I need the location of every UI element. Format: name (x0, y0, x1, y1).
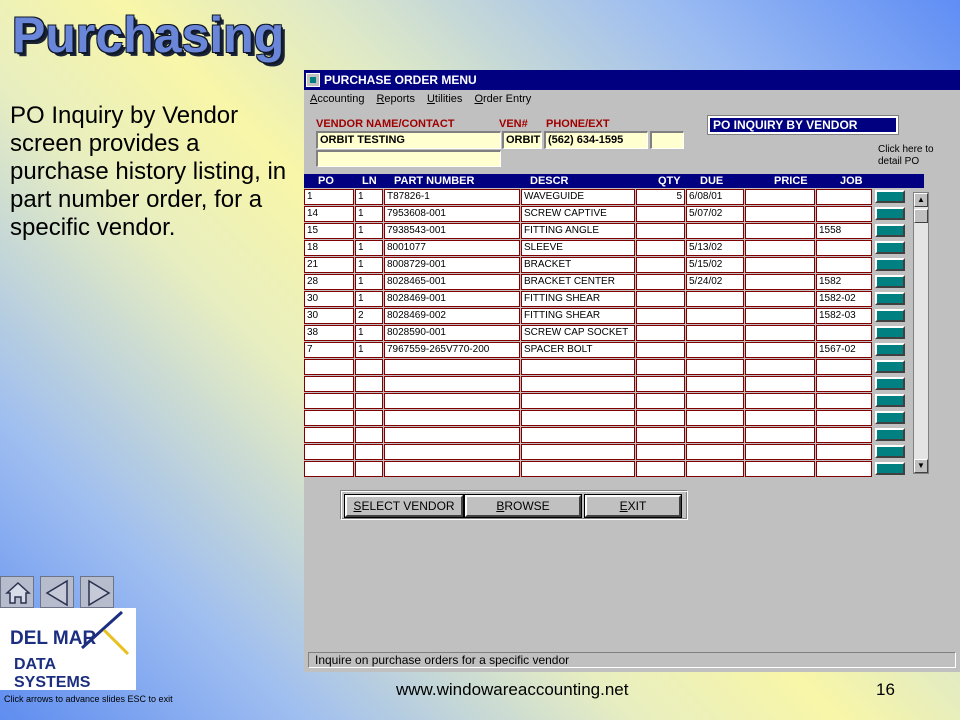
cell-ln[interactable]: 1 (355, 325, 383, 341)
cell-po[interactable]: 18 (304, 240, 354, 256)
cell-job[interactable] (816, 376, 872, 392)
cell-qty[interactable] (636, 257, 685, 273)
cell-job[interactable] (816, 240, 872, 256)
action-button-bar (340, 490, 688, 520)
select-vendor-button[interactable]: SELECT VENDOR (345, 495, 463, 517)
row-detail-button[interactable] (875, 343, 905, 356)
scroll-up-icon[interactable]: ▲ (914, 193, 928, 207)
col-qty: QTY (658, 175, 681, 187)
cell-part-number[interactable]: 7938543-001 (384, 223, 520, 239)
cell-part-number[interactable] (384, 410, 520, 426)
cell-descr[interactable]: BRACKET (521, 257, 635, 273)
cell-descr[interactable]: SCREW CAPTIVE (521, 206, 635, 222)
cell-po[interactable]: 30 (304, 291, 354, 307)
cell-due[interactable] (686, 308, 744, 324)
cell-po[interactable]: 15 (304, 223, 354, 239)
row-detail-button[interactable] (875, 445, 905, 458)
cell-due[interactable] (686, 410, 744, 426)
cell-due[interactable] (686, 444, 744, 460)
arrow-left-icon (41, 577, 75, 609)
cell-part-number[interactable] (384, 461, 520, 477)
cell-due[interactable] (686, 461, 744, 477)
next-slide-button[interactable] (80, 576, 114, 608)
cell-qty[interactable] (636, 444, 685, 460)
cell-part-number[interactable]: 8028590-001 (384, 325, 520, 341)
cell-descr[interactable] (521, 393, 635, 409)
status-bar: Inquire on purchase orders for a specific vendor (308, 652, 956, 668)
cell-due[interactable]: 5/24/02 (686, 274, 744, 290)
cell-qty[interactable]: 5 (636, 189, 685, 205)
cell-ln[interactable]: 1 (355, 257, 383, 273)
ven-number-label: VEN# (499, 118, 528, 130)
cell-descr[interactable] (521, 444, 635, 460)
cell-price[interactable] (745, 308, 815, 324)
cell-po[interactable]: 14 (304, 206, 354, 222)
cell-part-number[interactable] (384, 427, 520, 443)
col-ln: LN (362, 175, 377, 187)
cell-price[interactable] (745, 240, 815, 256)
cell-due[interactable] (686, 427, 744, 443)
cell-qty[interactable] (636, 291, 685, 307)
cell-po[interactable]: 30 (304, 308, 354, 324)
row-detail-button[interactable] (875, 207, 905, 220)
vendor-name-field[interactable]: ORBIT TESTING (316, 131, 501, 149)
cell-price[interactable] (745, 461, 815, 477)
menu-bar (304, 90, 960, 108)
cell-due[interactable] (686, 223, 744, 239)
cell-job[interactable]: 1582-03 (816, 308, 872, 324)
logo-line-1: DEL MAR (10, 628, 97, 649)
cell-qty[interactable] (636, 393, 685, 409)
cell-descr[interactable]: WAVEGUIDE (521, 189, 635, 205)
cell-job[interactable] (816, 359, 872, 375)
slide-description: PO Inquiry by Vendor screen provides a purchase history listing, in part number order, for a specific vendor. (10, 102, 287, 241)
cell-po[interactable]: 21 (304, 257, 354, 273)
cell-job[interactable] (816, 461, 872, 477)
grid-header (304, 174, 924, 188)
cell-price[interactable] (745, 410, 815, 426)
cell-qty[interactable] (636, 274, 685, 290)
window-title: PURCHASE ORDER MENU (324, 73, 477, 87)
cell-price[interactable] (745, 274, 815, 290)
cell-descr[interactable] (521, 427, 635, 443)
row-detail-button[interactable] (875, 377, 905, 390)
logo-line-2: DATA SYSTEMS (14, 656, 91, 691)
cell-job[interactable] (816, 189, 872, 205)
cell-part-number[interactable]: 7967559-265V770-200 (384, 342, 520, 358)
cell-job[interactable]: 1582-02 (816, 291, 872, 307)
cell-descr[interactable]: SLEEVE (521, 240, 635, 256)
cell-po[interactable] (304, 444, 354, 460)
cell-po[interactable] (304, 359, 354, 375)
cell-po[interactable] (304, 393, 354, 409)
cell-job[interactable] (816, 257, 872, 273)
cell-part-number[interactable]: T87826-1 (384, 189, 520, 205)
cell-qty[interactable] (636, 359, 685, 375)
cell-price[interactable] (745, 223, 815, 239)
cell-price[interactable] (745, 325, 815, 341)
col-job: JOB (840, 175, 863, 187)
cell-qty[interactable] (636, 240, 685, 256)
row-detail-button[interactable] (875, 292, 905, 305)
cell-ln[interactable]: 1 (355, 223, 383, 239)
cell-ln[interactable]: 2 (355, 308, 383, 324)
vendor-name-label: VENDOR NAME/CONTACT (316, 118, 455, 130)
cell-ln[interactable]: 1 (355, 189, 383, 205)
cell-price[interactable] (745, 376, 815, 392)
cell-price[interactable] (745, 427, 815, 443)
cell-price[interactable] (745, 206, 815, 222)
cell-job[interactable]: 1567-02 (816, 342, 872, 358)
detail-po-hint: Click here to detail PO (878, 144, 934, 167)
cell-job[interactable] (816, 393, 872, 409)
cell-qty[interactable] (636, 342, 685, 358)
menu-accounting[interactable]: Accounting (310, 93, 365, 105)
cell-descr[interactable]: FITTING SHEAR (521, 291, 635, 307)
col-due: DUE (700, 175, 724, 187)
cell-price[interactable] (745, 257, 815, 273)
cell-part-number[interactable]: 8028465-001 (384, 274, 520, 290)
app-system-icon[interactable] (306, 73, 320, 87)
col-descr: DESCR (530, 175, 569, 187)
menu-utilities[interactable]: Utilities (426, 93, 463, 105)
cell-qty[interactable] (636, 410, 685, 426)
cell-price[interactable] (745, 393, 815, 409)
cell-po[interactable]: 1 (304, 189, 354, 205)
cell-po[interactable] (304, 376, 354, 392)
cell-ln[interactable] (355, 359, 383, 375)
cell-descr[interactable] (521, 461, 635, 477)
footer-note: Click arrows to advance slides ESC to exit (4, 694, 173, 704)
cell-ln[interactable]: 1 (355, 342, 383, 358)
cell-job[interactable] (816, 427, 872, 443)
cell-part-number[interactable]: 8028469-002 (384, 308, 520, 324)
home-icon (1, 577, 35, 609)
row-detail-button[interactable] (875, 326, 905, 339)
window-titlebar (304, 70, 960, 90)
scroll-down-icon[interactable]: ▼ (914, 459, 928, 473)
cell-ln[interactable] (355, 376, 383, 392)
row-detail-button[interactable] (875, 224, 905, 237)
vendor-number-field[interactable]: ORBIT (502, 131, 542, 149)
cell-ln[interactable] (355, 410, 383, 426)
arrow-right-icon (81, 577, 115, 609)
home-nav-button[interactable] (0, 576, 34, 608)
cell-po[interactable]: 7 (304, 342, 354, 358)
cell-due[interactable] (686, 291, 744, 307)
cell-qty[interactable] (636, 376, 685, 392)
cell-ln[interactable]: 1 (355, 240, 383, 256)
screen-title-badge: PO INQUIRY BY VENDOR (708, 116, 898, 134)
cell-part-number[interactable] (384, 376, 520, 392)
cell-job[interactable] (816, 410, 872, 426)
cell-price[interactable] (745, 444, 815, 460)
row-detail-button[interactable] (875, 411, 905, 424)
cell-due[interactable] (686, 325, 744, 341)
row-detail-button[interactable] (875, 241, 905, 254)
company-logo (0, 608, 136, 690)
cell-descr[interactable]: SCREW CAP SOCKET (521, 325, 635, 341)
cell-job[interactable]: 1558 (816, 223, 872, 239)
cell-po[interactable] (304, 427, 354, 443)
cell-descr[interactable]: SPACER BOLT (521, 342, 635, 358)
row-detail-button[interactable] (875, 190, 905, 203)
purchase-order-window (304, 70, 960, 672)
cell-due[interactable] (686, 393, 744, 409)
cell-part-number[interactable] (384, 444, 520, 460)
cell-po[interactable] (304, 410, 354, 426)
cell-job[interactable]: 1582 (816, 274, 872, 290)
col-po: PO (318, 175, 334, 187)
cell-price[interactable] (745, 359, 815, 375)
cell-po[interactable] (304, 461, 354, 477)
cell-ln[interactable]: 1 (355, 274, 383, 290)
row-detail-button[interactable] (875, 428, 905, 441)
cell-qty[interactable] (636, 206, 685, 222)
cell-qty[interactable] (636, 461, 685, 477)
footer-url: www.windowareaccounting.net (396, 680, 629, 699)
cell-descr[interactable] (521, 359, 635, 375)
phone-field[interactable]: (562) 634-1595 (544, 131, 648, 149)
menu-reports[interactable]: Reports (376, 93, 415, 105)
cell-part-number[interactable] (384, 359, 520, 375)
cell-qty[interactable] (636, 223, 685, 239)
phone-ext-field[interactable] (650, 131, 684, 149)
row-detail-button[interactable] (875, 275, 905, 288)
phone-label: PHONE/EXT (546, 118, 610, 130)
prev-slide-button[interactable] (40, 576, 74, 608)
cell-price[interactable] (745, 342, 815, 358)
cell-due[interactable]: 6/08/01 (686, 189, 744, 205)
cell-due[interactable] (686, 342, 744, 358)
cell-due[interactable]: 5/07/02 (686, 206, 744, 222)
cell-due[interactable] (686, 359, 744, 375)
cell-qty[interactable] (636, 308, 685, 324)
cell-part-number[interactable]: 8001077 (384, 240, 520, 256)
cell-ln[interactable] (355, 461, 383, 477)
cell-descr[interactable] (521, 376, 635, 392)
cell-descr[interactable]: BRACKET CENTER (521, 274, 635, 290)
vendor-contact-field[interactable] (316, 150, 501, 167)
cell-part-number[interactable]: 7953608-001 (384, 206, 520, 222)
row-detail-button[interactable] (875, 258, 905, 271)
cell-part-number[interactable]: 8028469-001 (384, 291, 520, 307)
cell-descr[interactable] (521, 410, 635, 426)
cell-qty[interactable] (636, 427, 685, 443)
cell-po[interactable]: 38 (304, 325, 354, 341)
cell-job[interactable] (816, 206, 872, 222)
slide-title: Purchasing (12, 7, 285, 63)
row-detail-button[interactable] (875, 309, 905, 322)
cell-ln[interactable] (355, 393, 383, 409)
cell-po[interactable]: 28 (304, 274, 354, 290)
cell-descr[interactable]: FITTING ANGLE (521, 223, 635, 239)
cell-ln[interactable]: 1 (355, 206, 383, 222)
col-part-number: PART NUMBER (394, 175, 475, 187)
cell-ln[interactable] (355, 427, 383, 443)
cell-job[interactable] (816, 325, 872, 341)
cell-due[interactable]: 5/15/02 (686, 257, 744, 273)
cell-due[interactable]: 5/13/02 (686, 240, 744, 256)
slide-number: 16 (876, 680, 895, 699)
cell-price[interactable] (745, 291, 815, 307)
cell-ln[interactable]: 1 (355, 291, 383, 307)
cell-part-number[interactable]: 8008729-001 (384, 257, 520, 273)
grid-scrollbar[interactable] (913, 192, 929, 474)
cell-descr[interactable]: FITTING SHEAR (521, 308, 635, 324)
col-price: PRICE (774, 175, 808, 187)
exit-button[interactable]: EXIT (585, 495, 681, 517)
row-detail-button[interactable] (875, 462, 905, 475)
cell-price[interactable] (745, 189, 815, 205)
browse-button[interactable]: BROWSE (465, 495, 581, 517)
menu-order-entry[interactable]: Order Entry (474, 93, 532, 105)
cell-ln[interactable] (355, 444, 383, 460)
cell-job[interactable] (816, 444, 872, 460)
scroll-thumb[interactable] (914, 209, 928, 223)
cell-qty[interactable] (636, 325, 685, 341)
row-detail-button[interactable] (875, 394, 905, 407)
cell-part-number[interactable] (384, 393, 520, 409)
row-detail-button[interactable] (875, 360, 905, 373)
cell-due[interactable] (686, 376, 744, 392)
